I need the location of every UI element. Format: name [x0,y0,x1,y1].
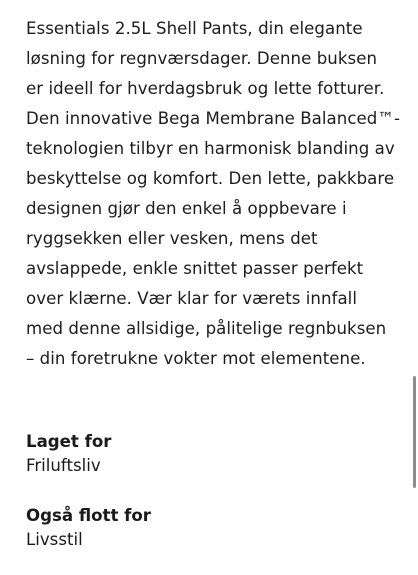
spec-value: Friluftsliv [26,456,101,475]
description-line: Den innovative Bega Membrane Balanced™- [26,109,401,128]
spec-value: Livsstil [26,530,83,549]
product-details [26,0,411,552]
product-description [26,14,411,374]
description-line: designen gjør den enkel å oppbevare i [26,199,347,218]
spec-label: Laget for [26,432,112,451]
description-line: over klærne. Vær klar for værets innfall [26,289,357,308]
description-line: er ideell for hverdagsbruk og lette fotturer. [26,79,385,98]
description-line: med denne allsidige, pålitelige regnbuksen [26,319,387,338]
description-line: løsning for regnværsdager. Denne buksen [26,49,378,68]
spec-also-great-for [26,504,411,552]
description-line: ryggsekken eller vesken, mens det [26,229,318,248]
description-line: teknologien tilbyr en harmonisk blanding av [26,139,395,158]
scrollbar-thumb[interactable] [413,376,416,488]
description-line: – din foretrukne vokter mot elementene. [26,349,366,368]
description-line: Essentials 2.5L Shell Pants, din elegante [26,19,363,38]
description-line: avslappede, enkle snittet passer perfekt [26,259,364,278]
description-line: beskyttelse og komfort. Den lette, pakkbare [26,169,395,188]
spec-made-for [26,430,411,478]
spec-label: Også flott for [26,506,151,525]
